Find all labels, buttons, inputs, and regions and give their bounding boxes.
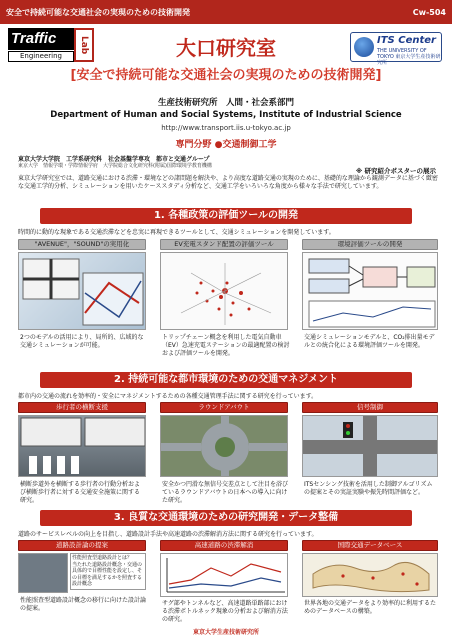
avenue-screenshot (18, 252, 146, 330)
engineering-logo-text: Engineering (8, 51, 74, 62)
specialty-field: 専門分野 ●交通制御工学 (175, 140, 277, 150)
its-logo-subtext: THE UNIVERSITY OF TOKYO 東京大学生産技術研究所 (377, 48, 441, 66)
pedestrian-crossing-graphic (19, 416, 146, 477)
s3-item-3-label: 国際交通データベース (302, 540, 438, 551)
its-logo-text: ITS Center (377, 35, 436, 46)
banner-title: 安全で持続可能な交通社会の実現のための技術開発 (6, 7, 190, 17)
lab-logo-text: Lab (74, 28, 94, 62)
ev-station-map (161, 253, 288, 330)
s1-item-2-label: EV充電スタンド配置の評価ツール (160, 239, 288, 250)
world-map-graphic (303, 554, 438, 597)
ev-map-graphic (160, 252, 288, 330)
s2-item-1-caption: 横断歩道外を横断する歩行者の行動分析および横断歩行者に対する交通安全施策に関する研究。 (20, 481, 141, 504)
international-database-map (302, 553, 438, 597)
intro-paragraph: 東京大学研究室では、道路交通における渋滞・環境などの諸問題を解決や、より高度な道路交通の実現のために、基礎的な理論から観測データに基づく緻密な交通工学的分析、シミュレーションを用いたケーススタディ分析など、交通工学をいろいろな角度から様々な手法で研究しています。 (18, 175, 438, 190)
expressway-chart (160, 553, 288, 597)
s3-item-1-caption: 性能照査型道路設計概念の移行に向けた設計論の提案。 (20, 597, 147, 612)
signal-control-photo (302, 415, 438, 477)
roundabout-photo (160, 415, 288, 477)
avenue-map-graphic (19, 253, 146, 330)
poster-note: ※ 研究紹介ポスターの展示 (355, 167, 436, 175)
section-3-desc: 道路のサービスレベルの向上を目指し、道路設計手法や高速道路の渋滞解消方法に関する研究を行っています。 (18, 531, 318, 538)
road-design-photo (18, 553, 68, 593)
s1-item-2-caption: トリップチェーン概念を利用した電気自動車（EV）急速充電ステーションの最適配置の検討および評価ツールを開発。 (162, 334, 290, 357)
section-2-title: 2. 持続可能な都市環境のための交通マネジメント (40, 372, 412, 388)
page-title: 大口研究室 (176, 36, 276, 60)
environment-flow-diagram (303, 253, 438, 330)
s3-item-3-caption: 世界各地の交通データをより効率的に利用するためのデータベースの構築。 (304, 600, 437, 615)
s2-item-2-label: ラウンドアバウト (160, 402, 288, 413)
institute-name: 生産技術研究所 人間・社会系部門 (157, 98, 294, 108)
s3-item-2-caption: サグ部やトンネルなど、高速道路単路部における渋滞ボトルネック現象の分析および解消方法の研究。 (162, 600, 288, 623)
signal-intersection-graphic (303, 416, 438, 477)
department-english: Department of Human and Social Systems, Institute of Industrial Science (50, 110, 402, 120)
traffic-logo-text: Traffic (8, 28, 76, 50)
section-2-desc: 都市内の交通の流れを効率的・安全にマネジメントするための各種交通管理手法に関する研究を行っています。 (18, 393, 318, 400)
s2-item-2-caption: 安全かつ円滑な無信号交差点として注目を浴びているラウンドアバウトの日本への導入に向けた研究。 (162, 481, 289, 504)
section-1-desc: 時間的に動的な現象である交通渋滞などを忠実に再現できるツールとして、交通シミュレーションを開発しています。 (18, 229, 335, 236)
expressway-speed-diagram (161, 554, 288, 597)
lab-url[interactable]: http://www.transport.iis.u-tokyo.ac.jp (161, 124, 291, 132)
s1-item-1-caption: 2つのモデルの活用により、局所的、広域的な交通シミュレーションが可能。 (20, 334, 144, 349)
s2-item-3-caption: ITSセンシング技術を活用した制御アルゴリズムの提案とその実証実験や振先時間評価など。 (304, 481, 433, 496)
s2-item-1-label: 歩行者の横断支援 (18, 402, 146, 413)
section-1-title: 1. 各種政策の評価ツールの開発 (40, 208, 412, 224)
s1-item-3-caption: 交通シミュレーションモデルと、CO₂排出量モデルとの統合化による環境評価ツールを開発。 (304, 334, 435, 349)
s1-item-1-label: "AVENUE"，"SOUND"の実用化 (18, 239, 146, 250)
footer-org: 東京大学生産技術研究所 (192, 629, 259, 636)
performance-design-note: 性能照査型道路設計とは？ 当たれた道路設計概念・交通の具体的で目標性能を設定し、その目標を満足するかを照査する設計概念 (70, 553, 146, 590)
top-banner (0, 0, 452, 24)
s2-item-3-label: 信号制御 (302, 402, 438, 413)
groups-line-1: 東京大学大学院 工学系研究科 社会基盤学専攻 都市と交通グループ (18, 156, 210, 163)
poster-code: Cw-504 (412, 7, 446, 17)
pedestrian-photo (18, 415, 146, 477)
s1-item-3-label: 環境評価ツールの開発 (302, 239, 438, 250)
s3-item-1-label: 道路設計論の提案 (18, 540, 146, 551)
page-subtitle: [安全で持続可能な交通社会の実現のための技術開発] (70, 68, 382, 83)
s3-item-2-label: 高速道路の渋滞解消 (160, 540, 288, 551)
environment-tool-diagram (302, 252, 438, 330)
section-3-title: 3. 良質な交通環境のための研究開発・データ整備 (40, 510, 412, 526)
roundabout-aerial-graphic (161, 416, 288, 477)
groups-line-2: 東京大学 情報学環・学際情報学府 大学院総合文化研究科(附属)国際環境学教育機構 (18, 163, 212, 169)
